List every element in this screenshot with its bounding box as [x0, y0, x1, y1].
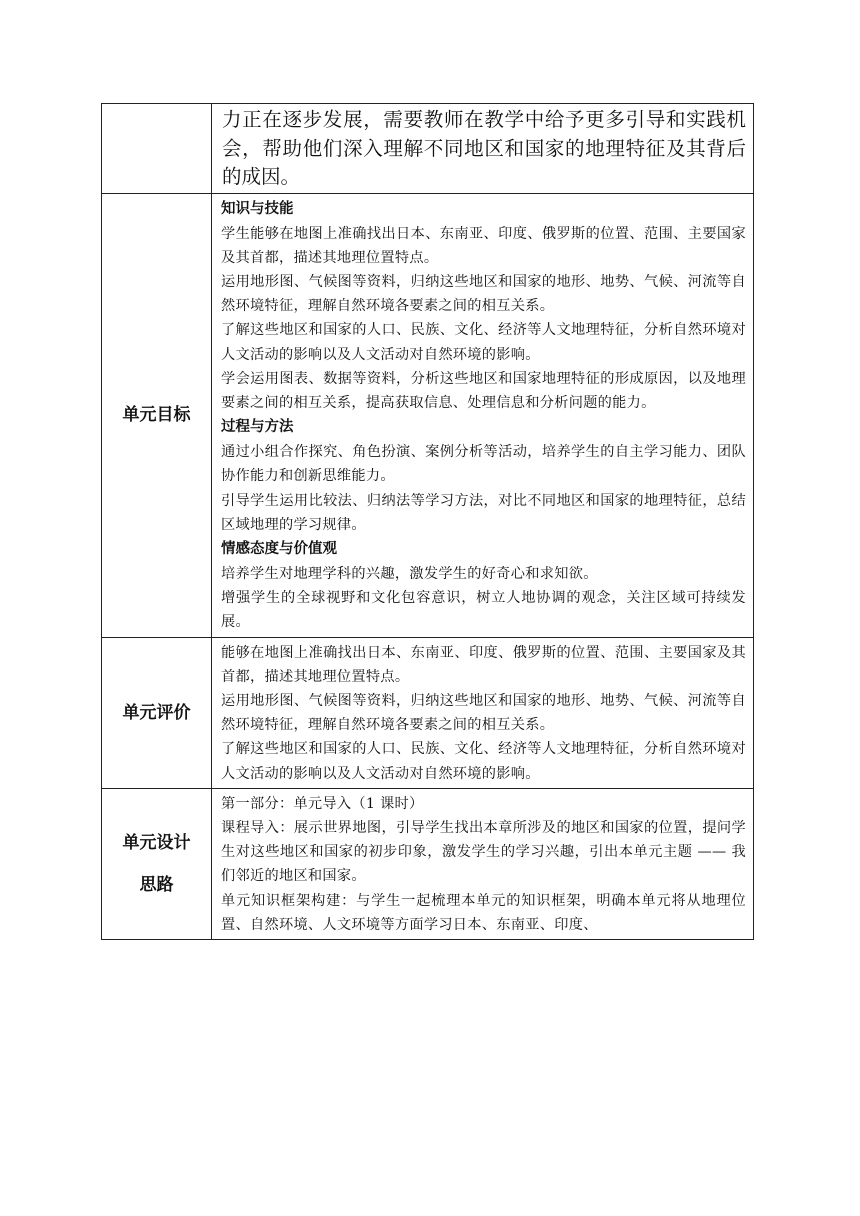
goal-paragraph: 运用地形图、气候图等资料，归纳这些地区和国家的地形、地势、气候、河流等自然环境特征，理解自然环境各要素之间的相互关系。: [221, 273, 746, 315]
goal-paragraph: 学会运用图表、数据等资料，分析这些地区和国家地理特征的形成原因，以及地理要素之间的相互关系，提高获取信息、处理信息和分析问题的能力。: [221, 370, 746, 411]
empty-label-cell: [102, 104, 212, 194]
goals-row: [102, 193, 754, 637]
design-label-line: 单元设计: [122, 832, 191, 853]
evaluation-row: [102, 637, 754, 788]
design-label-line: 思路: [139, 874, 174, 895]
continuation-row: [102, 104, 754, 194]
evaluation-label: 单元评价: [102, 637, 212, 788]
evaluation-paragraph: 能够在地图上准确找出日本、东南亚、印度、俄罗斯的位置、范围、主要国家及其首都，描述其地理位置特点。: [221, 644, 746, 685]
section-heading: 知识与技能: [221, 200, 294, 217]
section-heading: 情感态度与价值观: [221, 540, 337, 557]
unit-plan-table: [101, 103, 754, 940]
design-paragraph: 课程导入：展示世界地图，引导学生找出本章所涉及的地区和国家的位置，提问学生对这些地区和国家的初步印象，激发学生的学习兴趣，引出本单元主题 —— 我们邻近的地区和国家。: [221, 819, 746, 885]
goal-paragraph: 学生能够在地图上准确找出日本、东南亚、印度、俄罗斯的位置、范围、主要国家及其首都，描述其地理位置特点。: [221, 225, 746, 266]
evaluation-paragraph: 运用地形图、气候图等资料，归纳这些地区和国家的地形、地势、气候、河流等自然环境特征，理解自然环境各要素之间的相互关系。: [221, 692, 746, 734]
design-row: [102, 788, 754, 939]
goal-paragraph: 培养学生对地理学科的兴趣，激发学生的好奇心和求知欲。: [221, 565, 598, 582]
goals-label: 单元目标: [102, 193, 212, 637]
continuation-text: 力正在逐步发展，需要教师在教学中给予更多引导和实践机会，帮助他们深入理解不同地区和国家的地理特征及其背后的成因。: [212, 104, 754, 194]
goal-paragraph: 了解这些地区和国家的人口、民族、文化、经济等人文地理特征，分析自然环境对人文活动的影响以及人文活动对自然环境的影响。: [221, 322, 746, 363]
design-label: [102, 788, 212, 939]
evaluation-paragraph: 了解这些地区和国家的人口、民族、文化、经济等人文地理特征，分析自然环境对人文活动的影响以及人文活动对自然环境的影响。: [221, 741, 746, 782]
design-paragraph: 第一部分：单元导入（1 课时）: [221, 795, 424, 812]
design-paragraph: 单元知识框架构建：与学生一起梳理本单元的知识框架，明确本单元将从地理位置、自然环境、人文环境等方面学习日本、东南亚、印度、: [221, 892, 746, 933]
goal-paragraph: 通过小组合作探究、角色扮演、案例分析等活动，培养学生的自主学习能力、团队协作能力和创新思维能力。: [221, 444, 746, 485]
goal-paragraph: 增强学生的全球视野和文化包容意识，树立人地协调的观念，关注区域可持续发展。: [221, 590, 746, 631]
section-heading: 过程与方法: [221, 419, 294, 436]
design-content: [212, 788, 754, 939]
goals-content: [212, 193, 754, 637]
evaluation-content: [212, 637, 754, 788]
goal-paragraph: 引导学生运用比较法、归纳法等学习方法，对比不同地区和国家的地理特征，总结区域地理的学习规律。: [221, 492, 746, 533]
